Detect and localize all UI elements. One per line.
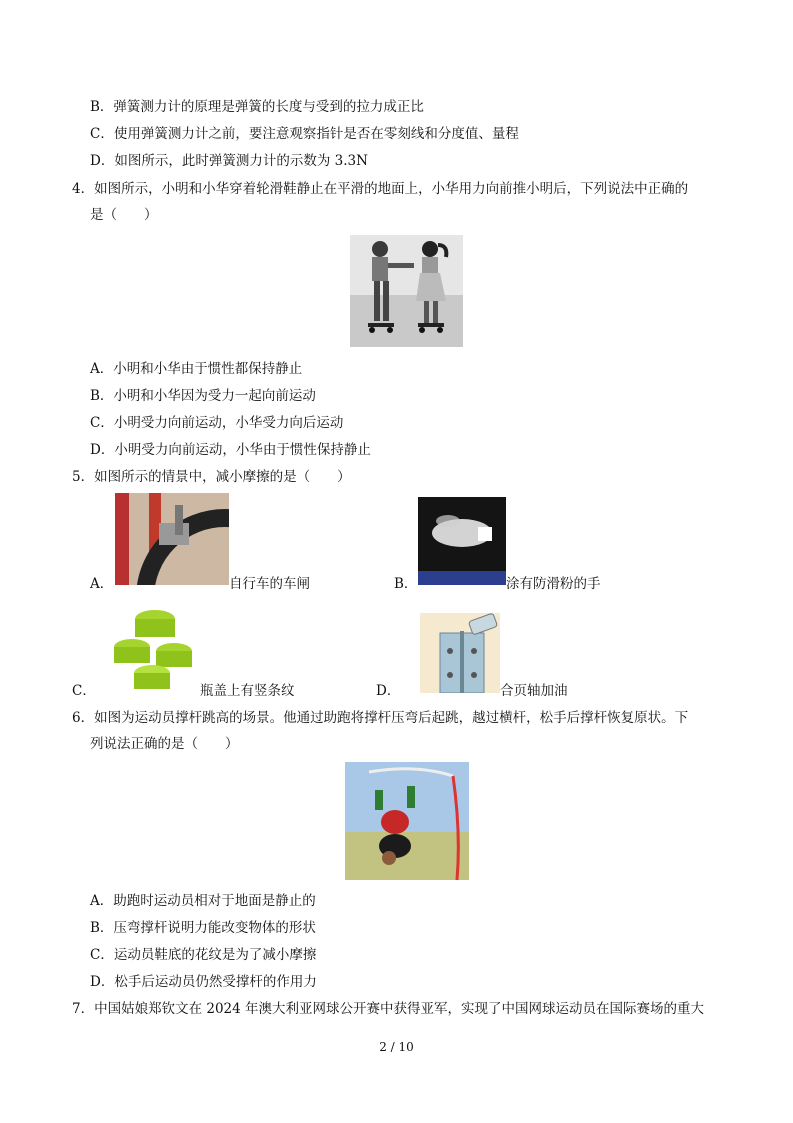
q5-option-c-text: 瓶盖上有竖条纹 <box>200 683 295 699</box>
q3-option-c: C．使用弹簧测力计之前，要注意观察指针是否在零刻线和分度值、量程 <box>90 126 519 142</box>
q5-option-d-text: 合页轴加油 <box>500 683 568 699</box>
q5-option-d-letter: D． <box>376 683 401 699</box>
q4-option-b: B．小明和小华因为受力一起向前运动 <box>90 388 316 404</box>
q5-option-a-text: 自行车的车闸 <box>229 576 310 592</box>
q3-option-d: D．如图所示，此时弹簧测力计的示数为 3.3N <box>90 153 368 169</box>
q3-option-b: B．弹簧测力计的原理是弹簧的长度与受到的拉力成正比 <box>90 99 424 115</box>
pole-vault-image <box>345 762 469 880</box>
q5-option-b-letter: B． <box>394 576 418 592</box>
q6-stem-line2: 列说法正确的是（ ） <box>90 736 239 752</box>
bicycle-brake-image <box>115 493 229 585</box>
q6-option-b: B．压弯撑杆说明力能改变物体的形状 <box>90 920 316 936</box>
chalk-hands-image <box>418 497 506 585</box>
q4-option-d: D．小明受力向前运动，小华由于惯性保持静止 <box>90 442 371 458</box>
q5-option-a-letter: A． <box>90 576 114 592</box>
page-number: 2 / 10 <box>379 1040 414 1054</box>
q5-option-c-letter: C． <box>72 683 96 699</box>
q5-stem: 5．如图所示的情景中，减小摩擦的是（ ） <box>72 469 351 485</box>
q6-option-c: C．运动员鞋底的花纹是为了减小摩擦 <box>90 947 317 963</box>
q6-option-a: A．助跑时运动员相对于地面是静止的 <box>90 893 316 909</box>
q4-stem-line2: 是（ ） <box>90 207 158 223</box>
q6-stem-line1: 6．如图为运动员撑杆跳高的场景。他通过助跑将撑杆压弯后起跳，越过横杆，松手后撑杆恢复原状。下 <box>72 710 689 726</box>
q4-stem-line1: 4．如图所示，小明和小华穿着轮滑鞋静止在平滑的地面上，小华用力向前推小明后，下列说法中正确的 <box>72 181 689 197</box>
q5-option-b-text: 涂有防滑粉的手 <box>506 576 601 592</box>
q4-option-c: C．小明受力向前运动，小华受力向后运动 <box>90 415 344 431</box>
q7-stem-line1: 7．中国姑娘郑钦文在 2024 年澳大利亚网球公开赛中获得亚军，实现了中国网球运动员在国际赛场的重大 <box>72 1001 705 1017</box>
hinge-oiling-image <box>420 613 500 693</box>
q6-option-d: D．松手后运动员仍然受撑杆的作用力 <box>90 974 317 990</box>
skaters-image <box>350 235 463 347</box>
q4-option-a: A．小明和小华由于惯性都保持静止 <box>90 361 303 377</box>
bottle-caps-image <box>110 603 200 693</box>
